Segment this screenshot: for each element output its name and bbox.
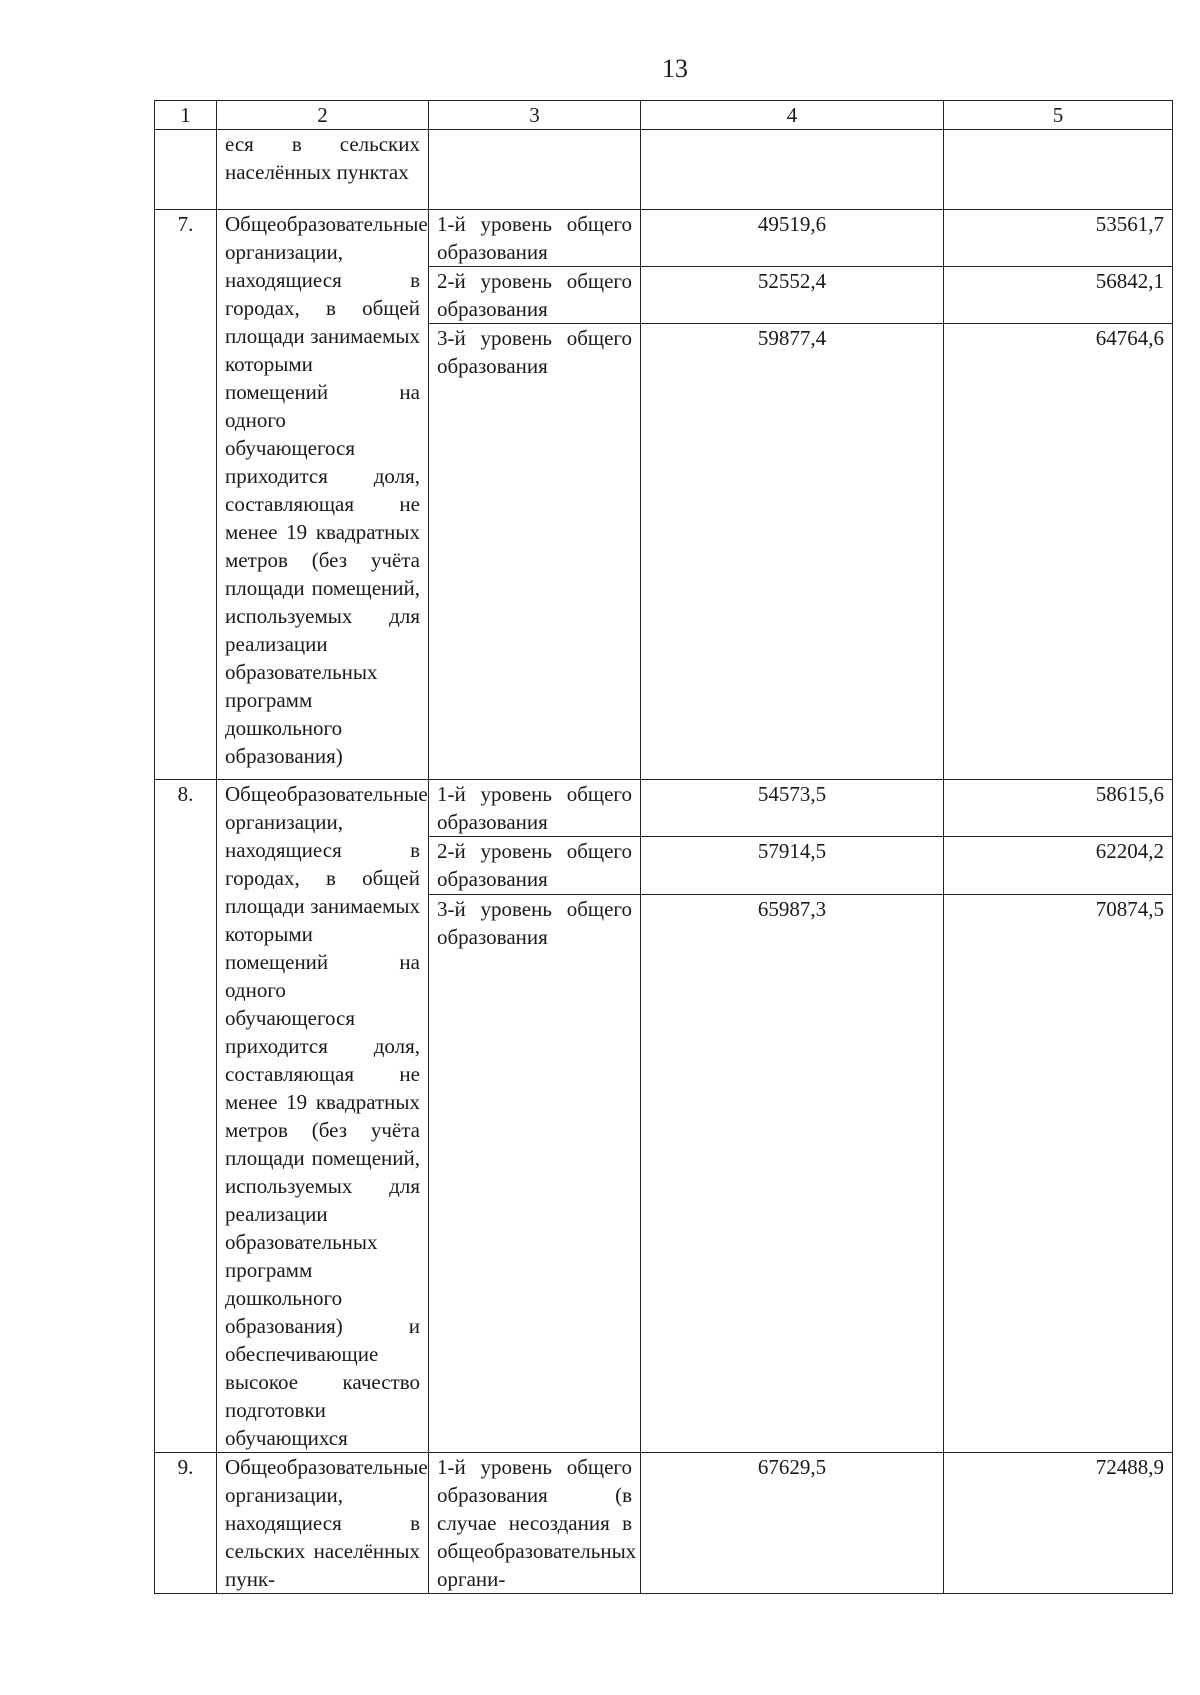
- value-col4-cell: [641, 130, 944, 210]
- value-col4-cell: 54573,5: [641, 780, 944, 837]
- education-level-cell: 1-й уровень общего образования: [429, 780, 641, 837]
- tariff-table: [154, 100, 1173, 1594]
- education-level-cell: 3-й уровень общего образования: [429, 894, 641, 1452]
- value-col4-cell: 59877,4: [641, 324, 944, 780]
- education-level-cell: 2-й уровень общего образования: [429, 837, 641, 894]
- education-level-cell: [429, 130, 641, 210]
- table-row-9-level-1: [155, 1453, 1173, 1594]
- education-level-cell: 2-й уровень общего образования: [429, 267, 641, 324]
- value-col5-cell: 64764,6: [944, 324, 1173, 780]
- value-col5-cell: [944, 130, 1173, 210]
- column-header-1: 1: [155, 101, 217, 130]
- value-col5-cell: 53561,7: [944, 210, 1173, 267]
- education-level-cell: 1-й уровень общего образования: [429, 210, 641, 267]
- table-row-continuation: [155, 130, 1173, 210]
- table-row-8-level-1: [155, 780, 1173, 837]
- column-header-4: 4: [641, 101, 944, 130]
- row-number-cell: 7.: [155, 210, 217, 780]
- value-col4-cell: 67629,5: [641, 1453, 944, 1594]
- value-col5-cell: 56842,1: [944, 267, 1173, 324]
- row-number-cell: 8.: [155, 780, 217, 1453]
- column-header-5: 5: [944, 101, 1173, 130]
- table-row-7-level-1: [155, 210, 1173, 267]
- column-header-3: 3: [429, 101, 641, 130]
- row-number-cell: [155, 130, 217, 210]
- organization-type-cell: Общеобразовательные организации, находящиеся в городах, в общей площади занимаемых которыми помещений на одного обучающегося приходится доля, составляющая не менее 19 квадратных метров (без учёта площади помещений, используемых для реализации образовательных программ дошкольного образования) и обеспечивающие высокое качество подготовки обучающихся: [217, 780, 429, 1453]
- value-col5-cell: 62204,2: [944, 837, 1173, 894]
- column-header-2: 2: [217, 101, 429, 130]
- organization-type-cell: еся в сельских населённых пунктах: [217, 130, 429, 210]
- table-header-row: [155, 101, 1173, 130]
- education-level-cell: 1-й уровень общего образования (в случае несоздания в общеобразовательных органи-: [429, 1453, 641, 1594]
- page-number: 13: [662, 54, 688, 83]
- value-col4-cell: 57914,5: [641, 837, 944, 894]
- organization-type-cell: Общеобразовательные организации, находящиеся в сельских населённых пунк-: [217, 1453, 429, 1594]
- value-col4-cell: 52552,4: [641, 267, 944, 324]
- value-col5-cell: 72488,9: [944, 1453, 1173, 1594]
- value-col4-cell: 49519,6: [641, 210, 944, 267]
- value-col4-cell: 65987,3: [641, 894, 944, 1452]
- organization-type-cell: Общеобразовательные организации, находящиеся в городах, в общей площади занимаемых которыми помещений на одного обучающегося приходится доля, составляющая не менее 19 квадратных метров (без учёта площади помещений, используемых для реализации образовательных программ дошкольного образования): [217, 210, 429, 780]
- row-number-cell: 9.: [155, 1453, 217, 1594]
- value-col5-cell: 58615,6: [944, 780, 1173, 837]
- value-col5-cell: 70874,5: [944, 894, 1173, 1452]
- education-level-cell: 3-й уровень общего образования: [429, 324, 641, 780]
